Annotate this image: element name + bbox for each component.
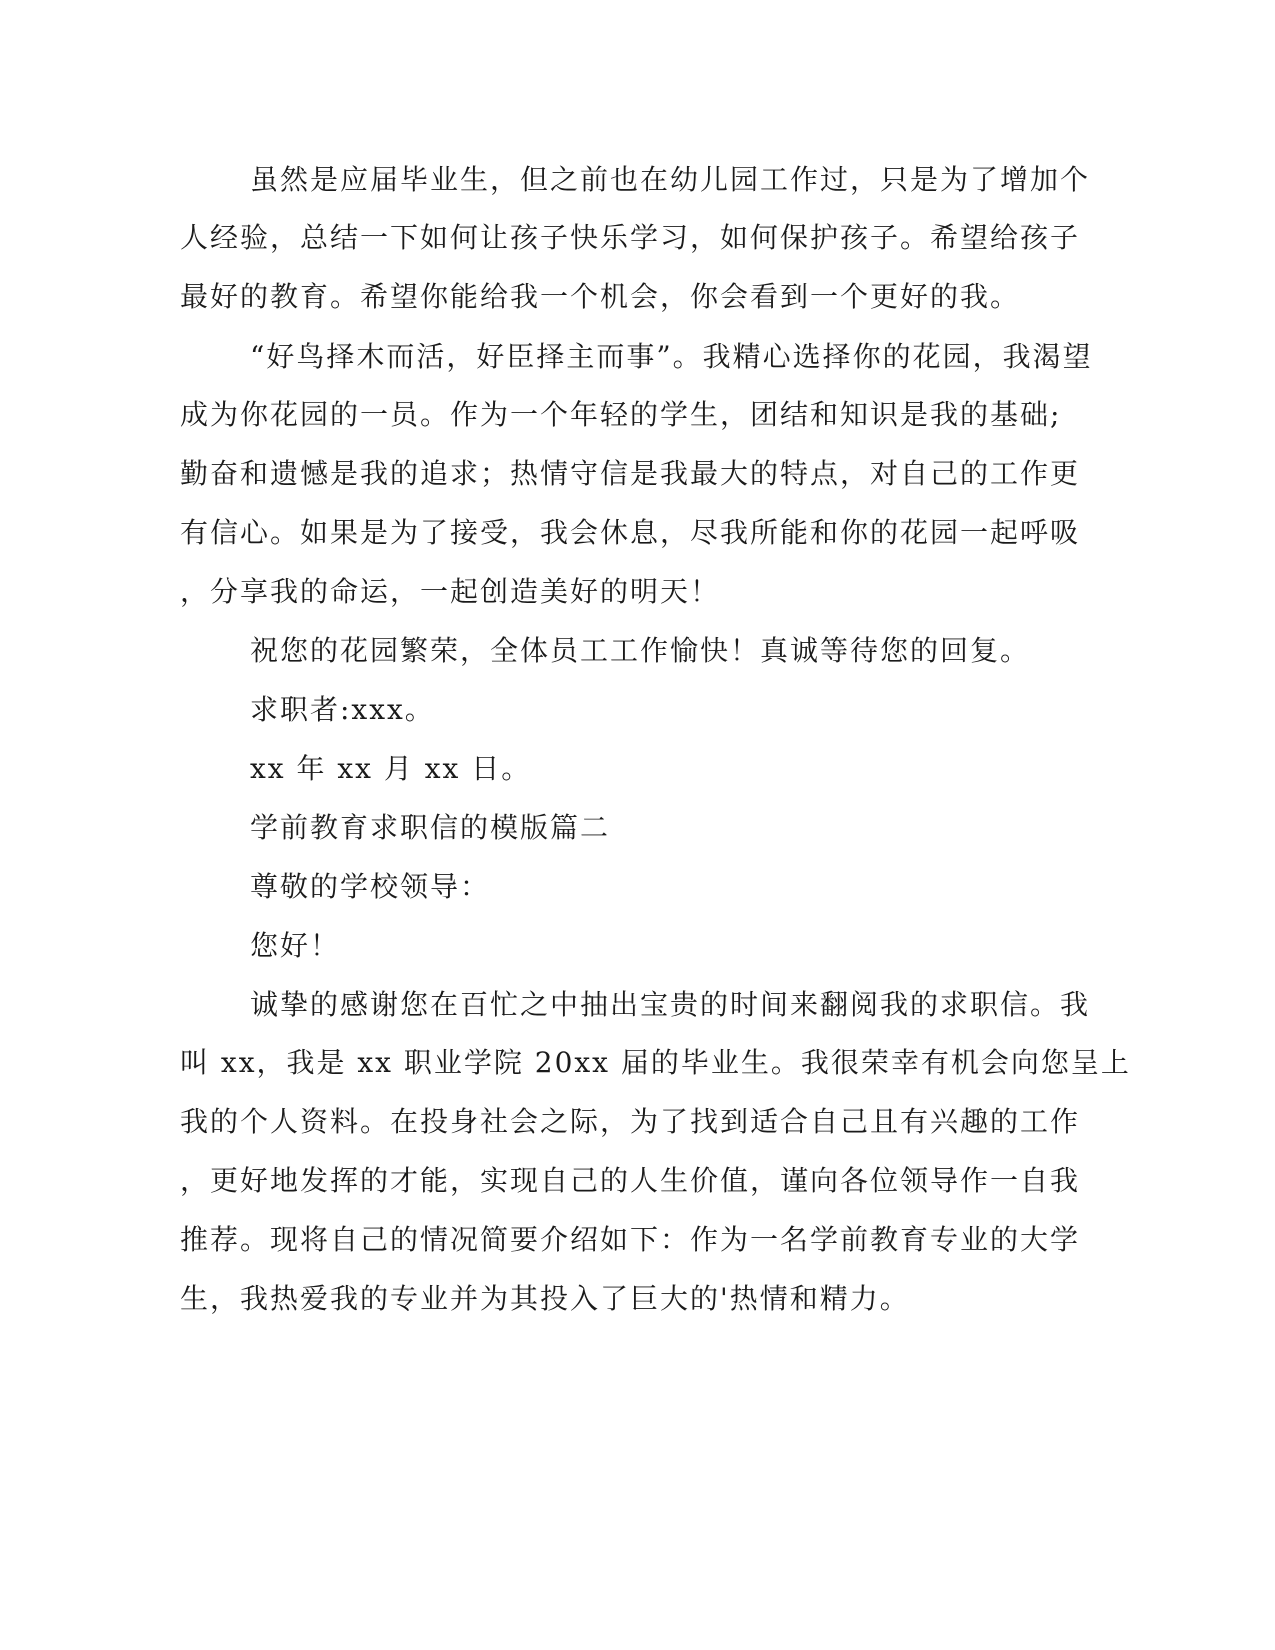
text-line: 叫 xx，我是 xx 职业学院 20xx 届的毕业生。我很荣幸有机会向您呈上 bbox=[180, 1046, 1131, 1079]
signature-line: 求职者:xxx。 bbox=[250, 693, 435, 726]
text-line: ，分享我的命运，一起创造美好的明天！ bbox=[180, 575, 721, 608]
text-line: 推荐。现将自己的情况简要介绍如下：作为一名学前教育专业的大学 bbox=[180, 1223, 1081, 1256]
text-line: 祝您的花园繁荣，全体员工工作愉快！真诚等待您的回复。 bbox=[250, 634, 1031, 667]
text-line: 虽然是应届毕业生，但之前也在幼儿园工作过，只是为了增加个 bbox=[250, 163, 1091, 196]
text-line: 我的个人资料。在投身社会之际，为了找到适合自己且有兴趣的工作 bbox=[180, 1105, 1081, 1138]
text-line: 最好的教育。希望你能给我一个机会，你会看到一个更好的我。 bbox=[180, 280, 1021, 313]
text-line: 生，我热爱我的专业并为其投入了巨大的'热情和精力。 bbox=[180, 1282, 910, 1315]
text-line: 诚挚的感谢您在百忙之中抽出宝贵的时间来翻阅我的求职信。我 bbox=[250, 988, 1091, 1021]
greeting: 您好！ bbox=[250, 929, 341, 962]
date-line: xx 年 xx 月 xx 日。 bbox=[250, 752, 532, 785]
text-line: 有信心。如果是为了接受，我会休息，尽我所能和你的花园一起呼吸 bbox=[180, 516, 1081, 549]
section-title: 学前教育求职信的模版篇二 bbox=[250, 811, 611, 844]
text-line: 勤奋和遗憾是我的追求；热情守信是我最大的特点，对自己的工作更 bbox=[180, 457, 1081, 490]
text-line: 成为你花园的一员。作为一个年轻的学生，团结和知识是我的基础; bbox=[180, 398, 1062, 431]
salutation: 尊敬的学校领导： bbox=[250, 870, 491, 903]
text-line: “好鸟择木而活，好臣择主而事”。我精心选择你的花园，我渴望 bbox=[250, 340, 1093, 373]
text-line: 人经验，总结一下如何让孩子快乐学习，如何保护孩子。希望给孩子 bbox=[180, 221, 1081, 254]
text-line: ，更好地发挥的才能，实现自己的人生价值，谨向各位领导作一自我 bbox=[180, 1164, 1081, 1197]
